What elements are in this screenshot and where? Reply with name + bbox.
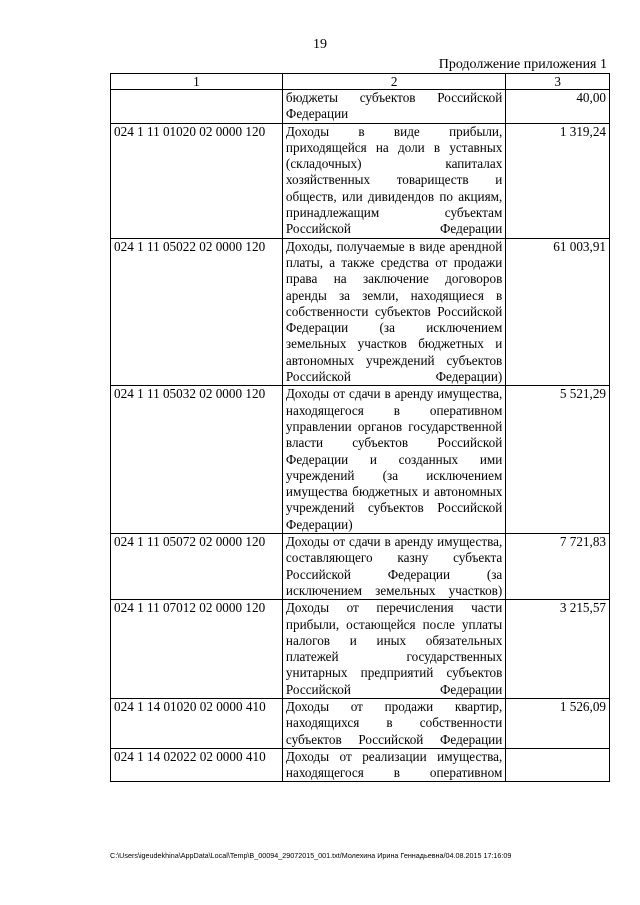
revenue-table <box>110 73 610 782</box>
table-row <box>111 123 610 238</box>
amount: 7 721,83 <box>506 534 610 600</box>
revenue-description: Доходы в виде прибыли, приходящейся на доли в уставных (складочных) капиталах хозяйственных товариществ и обществ, или дивидендов по акциям, принадлежащим субъектам Российской Федерации <box>282 123 505 238</box>
file-path-footer: C:\Users\igeudekhina\AppData\Local\Temp\B_00094_29072015_001.txt/Молехина Ирина Геннадьевна/04.08.2015 17:16:09 <box>110 851 512 860</box>
revenue-description: Доходы, получаемые в виде арендной платы, а также средства от продажи права на заключение договоров аренды за земли, находящиеся в собственности субъектов Российской Федерации (за исключением земельных участков бюджетных и автономных учреждений субъектов Российской Федерации) <box>282 238 505 386</box>
header-col-1: 1 <box>111 74 283 90</box>
table-row <box>111 534 610 600</box>
amount: 40,00 <box>506 90 610 124</box>
amount: 1 319,24 <box>506 123 610 238</box>
amount: 1 526,09 <box>506 698 610 748</box>
revenue-description: бюджеты субъектов Российской Федерации <box>282 90 505 124</box>
page-number: 19 <box>313 37 327 52</box>
table-header-row <box>111 74 610 90</box>
table-row <box>111 698 610 748</box>
revenue-description: Доходы от перечисления части прибыли, остающейся после уплаты налогов и иных обязательных платежей государственных унитарных предприятий субъектов Российской Федерации <box>282 600 505 699</box>
header-col-3: 3 <box>506 74 610 90</box>
table-row <box>111 386 610 534</box>
table-row <box>111 90 610 124</box>
table-row <box>111 600 610 699</box>
table-row <box>111 748 610 782</box>
amount: 5 521,29 <box>506 386 610 534</box>
revenue-description: Доходы от продажи квартир, находящихся в собственности субъектов Российской Федерации <box>282 698 505 748</box>
header-col-2: 2 <box>282 74 505 90</box>
budget-code <box>111 90 283 124</box>
amount: 61 003,91 <box>506 238 610 386</box>
continuation-caption: Продолжение приложения 1 <box>438 57 607 72</box>
budget-code: 024 1 14 02022 02 0000 410 <box>111 748 283 782</box>
budget-code: 024 1 11 07012 02 0000 120 <box>111 600 283 699</box>
revenue-description: Доходы от реализации имущества, находящегося в оперативном <box>282 748 505 782</box>
budget-code: 024 1 11 01020 02 0000 120 <box>111 123 283 238</box>
budget-code: 024 1 14 01020 02 0000 410 <box>111 698 283 748</box>
revenue-description: Доходы от сдачи в аренду имущества, составляющего казну субъекта Российской Федерации (за исключением земельных участков) <box>282 534 505 600</box>
amount: 3 215,57 <box>506 600 610 699</box>
revenue-description: Доходы от сдачи в аренду имущества, находящегося в оперативном управлении органов государственной власти субъектов Российской Федерации и созданных ими учреждений (за исключением имущества бюджетных и автономных учреждений субъектов Российской Федерации) <box>282 386 505 534</box>
table-row <box>111 238 610 386</box>
budget-code: 024 1 11 05032 02 0000 120 <box>111 386 283 534</box>
budget-code: 024 1 11 05072 02 0000 120 <box>111 534 283 600</box>
amount <box>506 748 610 782</box>
budget-code: 024 1 11 05022 02 0000 120 <box>111 238 283 386</box>
